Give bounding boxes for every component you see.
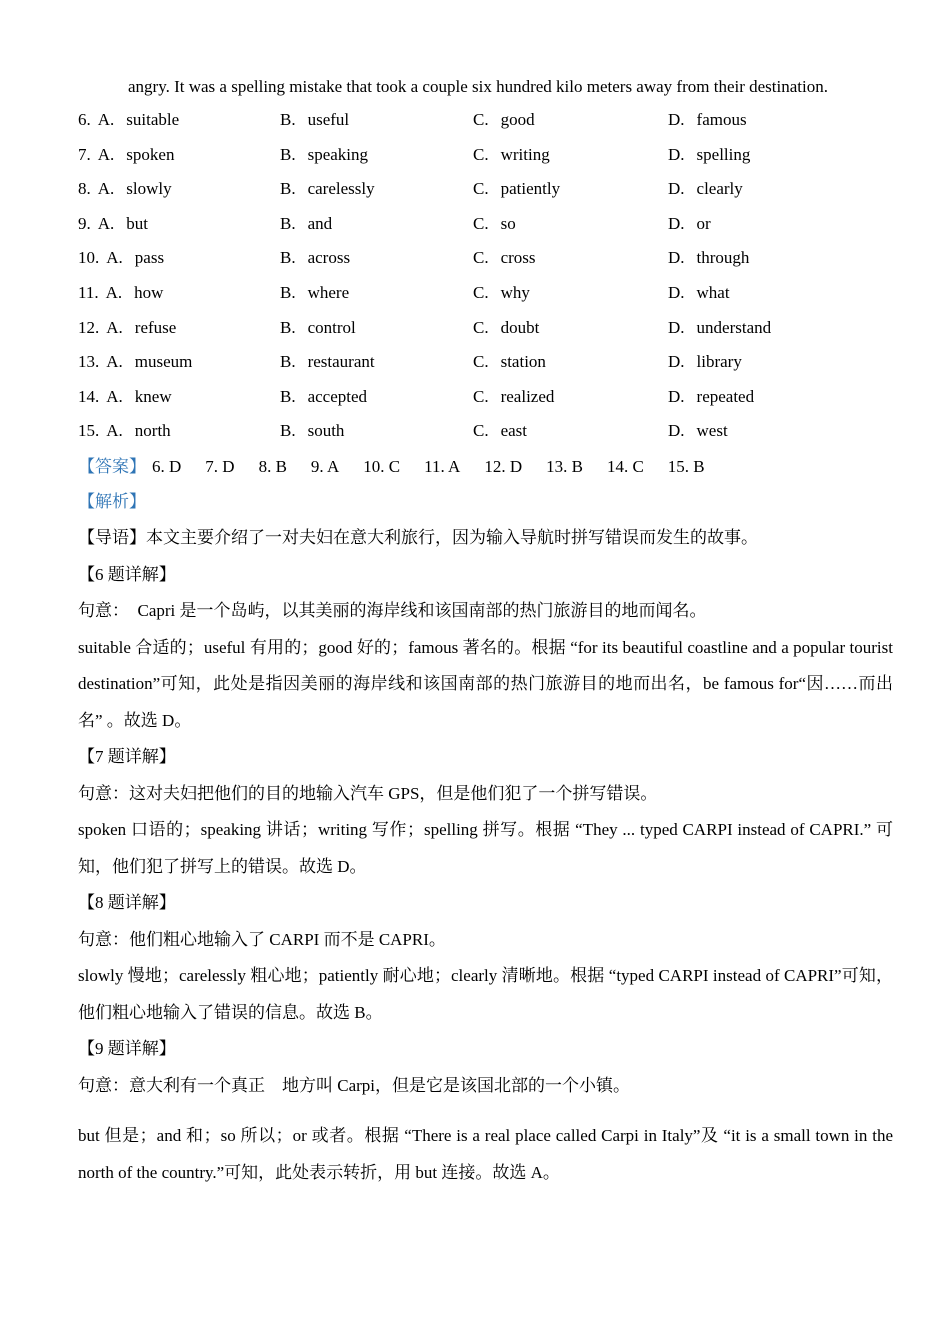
answers-tag: 【答案】 [78,456,146,476]
option-letter: D. [668,179,685,199]
option-letter: D. [668,248,685,268]
answer-item: 13. B [546,456,583,476]
option-letter: D. [668,317,685,337]
option-letter: A. [97,110,115,129]
option-text: through [696,248,750,268]
option-letter: D. [668,386,685,406]
explanation-heading: 【8 题详解】 [78,893,176,913]
option-text: repeated [696,386,755,406]
question-number: 9. [78,213,91,233]
question-row [78,380,893,415]
lead-in-tag: 【导语】 [78,528,146,548]
lead-in-text: 本文主要介绍了一对夫妇在意大利旅行，因为输入导航时拼写错误而发生的故事。 [146,528,758,548]
answer-item: 9. A [310,456,340,476]
option-text: what [696,282,730,302]
answer-items [152,449,705,484]
option-text: suitable [126,110,180,129]
option-letter: C. [473,213,489,233]
answer-item: 10. C [363,456,401,476]
question-block [78,103,893,449]
option-letter: C. [473,248,489,268]
option-text: west [696,421,728,441]
explanation-heading: 【6 题详解】 [78,564,176,584]
explanation-paragraph: but 但是；and 和；so 所以；or 或者。根据 “There is a real place called Carpi in Italy”及 “it is a small town in the north of the country.”可知，此处表示转折，用 but 连接。故选 A。 [78,1126,893,1182]
question-row [78,241,893,276]
answer-item: 6. D [152,456,182,476]
option-text: patiently [500,179,561,199]
option-text: accepted [307,386,368,406]
explanation-section [78,557,893,740]
option-text: so [500,213,516,233]
answer-item: 12. D [484,456,523,476]
question-number: 8. [78,179,91,199]
explanation-heading: 【9 题详解】 [78,1039,176,1059]
question-number: 12. [78,317,100,337]
option-text: library [696,352,742,372]
passage-continuation-line: angry. It was a spelling mistake that took a couple six hundred kilo meters away from their destination. [128,77,828,96]
option-text: across [307,248,351,268]
option-text: why [500,282,530,302]
answer-item: 11. A [424,456,461,476]
answers-line [78,449,893,484]
option-letter: A. [105,282,123,302]
option-letter: C. [473,179,489,199]
option-text: doubt [500,317,540,337]
option-text: famous [696,110,747,129]
answer-item: 15. B [667,456,705,476]
option-text: control [307,317,356,337]
option-text: east [500,421,528,441]
option-text: restaurant [307,352,375,372]
option-letter: D. [668,282,685,302]
explanation-heading: 【7 题详解】 [78,747,176,767]
option-text: understand [696,317,772,337]
question-number: 7. [78,144,91,164]
option-letter: A. [106,352,123,372]
option-text: spelling [696,144,751,164]
option-text: slowly [126,179,172,199]
option-letter: B. [280,317,296,337]
explanation-paragraph: slowly 慢地；carelessly 粗心地；patiently 耐心地；clearly 清晰地。根据 “typed CARPI instead of CAPRI”可知，他们粗心地输入了错误的信息。故选 B。 [78,966,893,1022]
question-row [78,311,893,346]
option-letter: C. [473,282,489,302]
option-text: where [307,282,350,302]
option-letter: B. [280,352,296,372]
option-text: knew [134,386,172,406]
option-letter: B. [280,179,296,199]
option-letter: A. [106,248,123,268]
option-letter: D. [668,110,685,129]
option-letter: A. [97,213,115,233]
question-number: 10. [78,248,100,268]
answer-item: 14. C [606,456,644,476]
option-letter: B. [280,421,296,441]
explanation-paragraph: suitable 合适的；useful 有用的；good 好的；famous 著名的。根据 “for its beautiful coastline and a popular tourist destination”可知，此处是指因美丽的海岸线和该国南部的热门旅游目的地而出名，be famous for“因……而出名” 。故选 D。 [78,637,893,730]
option-letter: C. [473,386,489,406]
option-text: north [134,421,171,441]
option-letter: B. [280,144,296,164]
question-row [78,207,893,242]
question-number: 11. [78,282,99,302]
option-text: spoken [126,144,175,164]
option-text: but [126,213,149,233]
option-text: realized [500,386,555,406]
option-letter: A. [106,317,123,337]
analysis-block [78,484,893,1192]
explanation-section [78,1031,893,1191]
question-number: 13. [78,352,100,372]
explanation-section [78,739,893,885]
answer-item: 7. D [205,456,235,476]
lead-in-paragraph [78,520,893,557]
option-letter: C. [473,317,489,337]
question-row [78,138,893,173]
question-number: 15. [78,421,100,441]
option-letter: A. [97,179,115,199]
option-text: cross [500,248,536,268]
answer-item: 8. B [258,456,287,476]
option-letter: D. [668,144,685,164]
option-letter: B. [280,110,296,129]
option-text: writing [500,144,550,164]
option-text: good [500,110,535,129]
option-letter: A. [106,421,123,441]
option-letter: D. [668,213,685,233]
option-letter: C. [473,352,489,372]
analysis-tag: 【解析】 [78,491,146,511]
option-letter: D. [668,421,685,441]
option-letter: C. [473,144,489,164]
question-row [78,345,893,380]
question-row [78,172,893,207]
option-text: south [307,421,345,441]
option-letter: B. [280,248,296,268]
question-row [78,276,893,311]
option-letter: B. [280,282,296,302]
explanation-paragraph: 句意：他们粗心地输入了 CARPI 而不是 CAPRI。 [78,929,446,949]
analysis-tag-line [78,484,893,521]
explanation-paragraph: 句意：这对夫妇把他们的目的地输入汽车 GPS，但是他们犯了一个拼写错误。 [78,783,658,803]
option-text: clearly [696,179,743,199]
option-text: speaking [307,144,369,164]
option-text: refuse [134,317,177,337]
explanation-paragraph: 句意： Capri 是一个岛屿，以其美丽的海岸线和该国南部的热门旅游目的地而闻名。 [78,601,707,621]
option-text: carelessly [307,179,375,199]
option-text: and [307,213,333,233]
option-letter: A. [106,386,123,406]
option-letter: B. [280,386,296,406]
question-row [78,414,893,449]
option-text: how [134,282,164,302]
option-letter: B. [280,213,296,233]
question-row [78,103,893,138]
option-letter: A. [97,144,115,164]
option-text: or [696,213,711,233]
explanation-section [78,885,893,1031]
option-letter: C. [473,421,489,441]
option-text: useful [307,110,350,129]
option-text: station [500,352,546,372]
option-letter: D. [668,352,685,372]
question-number: 6. [78,110,91,129]
explanation-paragraph: spoken 口语的；speaking 讲话；writing 写作；spelling 拼写。根据 “They ... typed CARPI instead of CAPRI.” 可知，他们犯了拼写上的错误。故选 D。 [78,820,893,876]
explanation-paragraph: 句意：意大利有一个真正 地方叫 Carpi，但是它是该国北部的一个小镇。 [78,1075,631,1095]
option-text: pass [134,248,165,268]
option-text: museum [134,352,193,372]
question-number: 14. [78,386,100,406]
option-letter: C. [473,110,489,129]
